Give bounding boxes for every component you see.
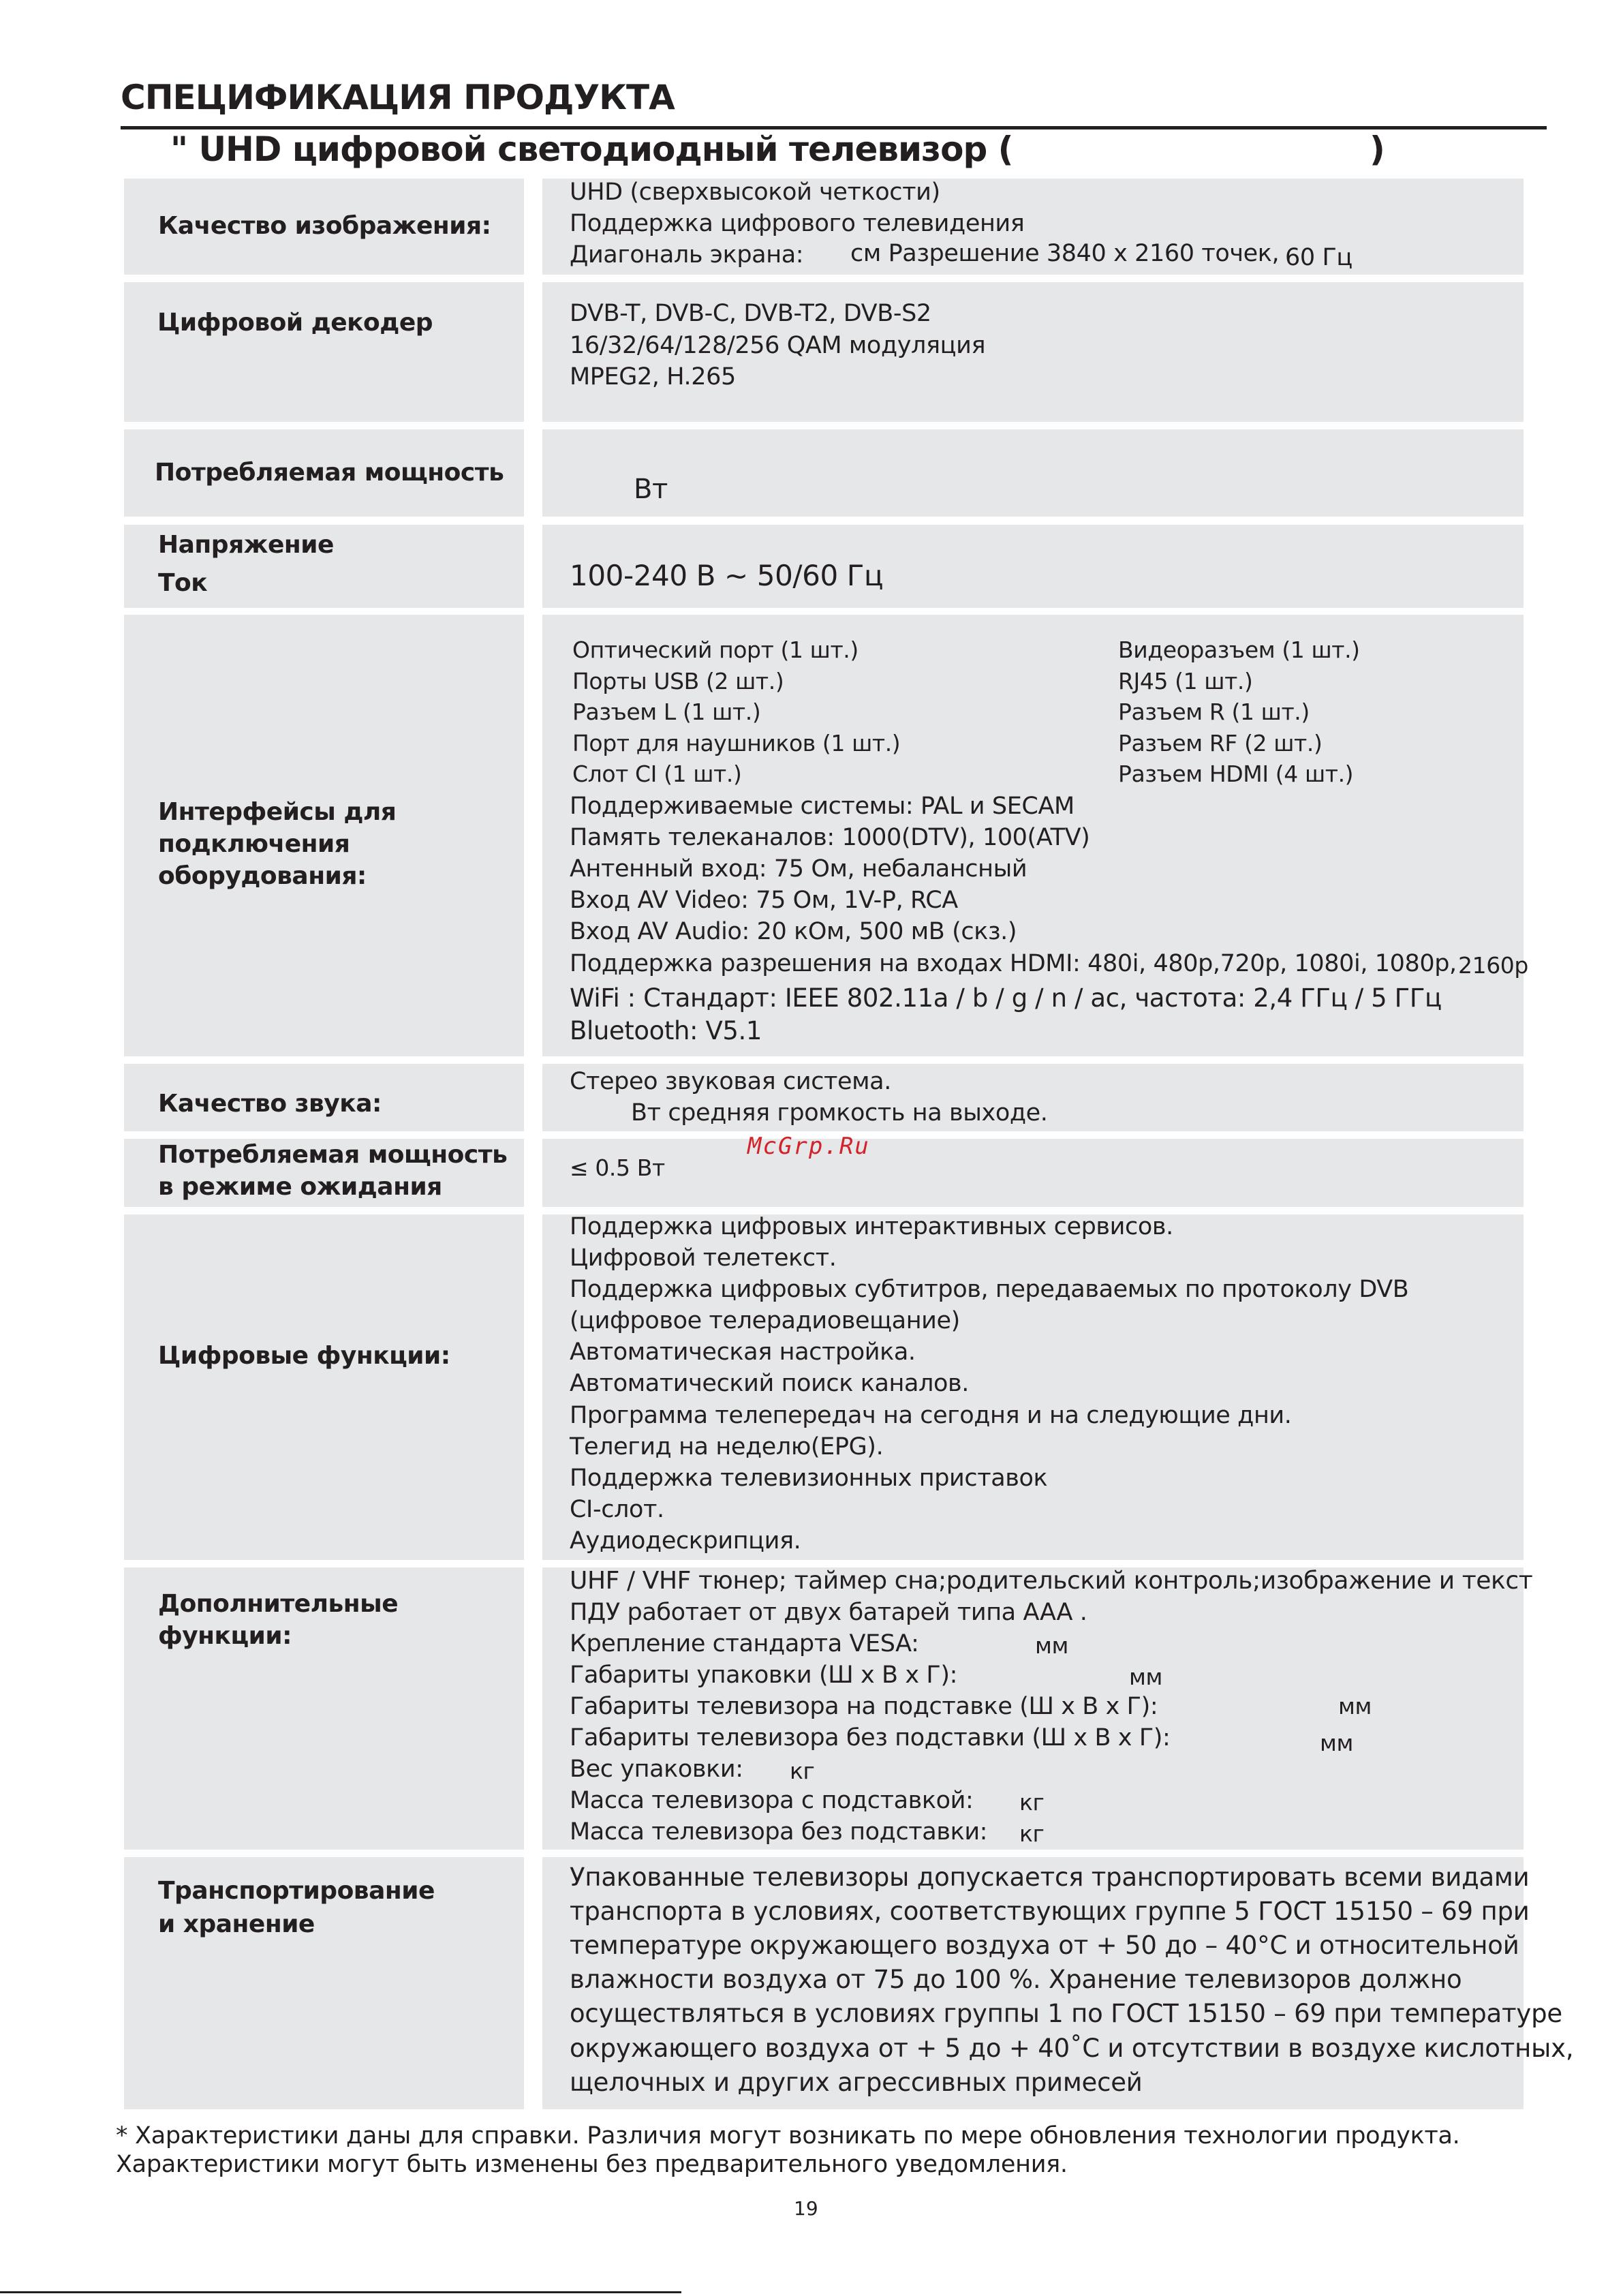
interfaces-line: Вход AV Video: 75 Ом, 1V-P, RCA bbox=[570, 887, 958, 914]
interfaces-line-2160p: 2160p bbox=[1458, 952, 1528, 979]
transport-line: транспорта в условиях, соответствующих группе 5 ГОСТ 15150 – 69 при bbox=[570, 1897, 1530, 1926]
decoder-label: Цифровой декодер bbox=[157, 309, 433, 337]
picture-line: Поддержка цифрового телевидения bbox=[570, 210, 1025, 237]
transport-line: щелочных и других агрессивных примесей bbox=[570, 2068, 1143, 2097]
interfaces-line: Поддерживаемые системы: PAL и SECAM bbox=[570, 793, 1075, 820]
interfaces-line: Антенный вход: 75 Ом, небалансный bbox=[570, 855, 1027, 883]
digital-line: Поддержка цифровых интерактивных сервисов. bbox=[570, 1213, 1173, 1240]
sound-line: Стерео звуковая система. bbox=[570, 1068, 891, 1095]
extra-unit: мм bbox=[1035, 1632, 1068, 1659]
label-cell-extra bbox=[124, 1567, 524, 1850]
sound-line: Вт средняя громкость на выходе. bbox=[631, 1099, 1048, 1127]
value-cell-standby bbox=[542, 1139, 1524, 1207]
digital-line: CI-слот. bbox=[570, 1496, 664, 1523]
port-item: Оптический порт (1 шт.) bbox=[572, 637, 859, 663]
extra-line: UHF / VHF тюнер; таймер сна;родительский контроль;изображение и текст bbox=[570, 1567, 1533, 1595]
extra-unit: мм bbox=[1320, 1730, 1353, 1756]
label-cell-decoder bbox=[124, 282, 524, 422]
digital-line: (цифровое телерадиовещание) bbox=[570, 1307, 960, 1334]
footnote: * Характеристики даны для справки. Различия могут возникать по мере обновления технологии продукта. bbox=[116, 2122, 1460, 2149]
interfaces-label: Интерфейсы для bbox=[158, 798, 397, 826]
watermark: McGrp.Ru bbox=[747, 1133, 870, 1160]
interfaces-line: WiFi : Стандарт: IEEE 802.11a / b / g / n / ac, частота: 2,4 ГГц / 5 ГГц bbox=[570, 983, 1442, 1013]
power-value: Вт bbox=[634, 474, 668, 505]
port-item: Разъем L (1 шт.) bbox=[572, 699, 761, 725]
footnote: Характеристики могут быть изменены без предварительного уведомления. bbox=[116, 2151, 1068, 2178]
sound-label: Качество звука: bbox=[158, 1090, 382, 1118]
transport-label: и хранение bbox=[158, 1910, 315, 1938]
extra-line: Крепление стандарта VESA: bbox=[570, 1630, 919, 1657]
page-number: 19 bbox=[794, 2197, 818, 2220]
transport-line: влажности воздуха от 75 до 100 %. Хранение телевизоров должно bbox=[570, 1965, 1462, 1994]
label-cell-voltage bbox=[124, 525, 524, 608]
extra-unit: кг bbox=[790, 1758, 815, 1784]
port-item: Разъем R (1 шт.) bbox=[1118, 699, 1310, 725]
label-cell-digital bbox=[124, 1214, 524, 1560]
voltage-label: Напряжение bbox=[158, 531, 334, 559]
interfaces-label: оборудования: bbox=[158, 862, 367, 890]
extra-unit: кг bbox=[1019, 1820, 1045, 1847]
transport-label: Транспортирование bbox=[158, 1877, 435, 1905]
standby-label: в режиме ожидания bbox=[158, 1173, 442, 1201]
digital-line: Телегид на неделю(EPG). bbox=[570, 1433, 884, 1460]
transport-line: температуре окружающего воздуха от + 50 до – 40°С и относительной bbox=[570, 1931, 1519, 1960]
digital-line: Цифровой телетекст. bbox=[570, 1244, 837, 1272]
picture-line: UHD (сверхвысокой четкости) bbox=[570, 179, 940, 206]
digital-line: Автоматическая настройка. bbox=[570, 1338, 916, 1366]
port-item: Видеоразъем (1 шт.) bbox=[1118, 637, 1360, 663]
picture-resolution: см Разрешение 3840 x 2160 точек, bbox=[850, 240, 1280, 267]
decoder-line: MPEG2, H.265 bbox=[570, 363, 736, 391]
port-item: RJ45 (1 шт.) bbox=[1118, 668, 1253, 694]
transport-line: осуществляться в условиях группы 1 по ГОСТ 15150 – 69 при температуре bbox=[570, 1999, 1562, 2028]
digital-line: Программа телепередач на сегодня и на следующие дни. bbox=[570, 1402, 1292, 1429]
port-item: Порты USB (2 шт.) bbox=[572, 668, 784, 694]
standby-label: Потребляемая мощность bbox=[158, 1141, 508, 1169]
bottom-rule bbox=[0, 2291, 681, 2293]
label-cell-standby bbox=[124, 1139, 524, 1207]
extra-line: Вес упаковки: bbox=[570, 1756, 743, 1783]
extra-line: ПДУ работает от двух батарей типа AAA . bbox=[570, 1599, 1087, 1626]
port-item: Разъем HDMI (4 шт.) bbox=[1118, 761, 1354, 787]
voltage-value: 100-240 В ~ 50/60 Гц bbox=[570, 559, 884, 592]
power-label: Потребляемая мощность bbox=[155, 459, 504, 487]
current-label: Ток bbox=[158, 569, 208, 597]
transport-line: Упакованные телевизоры допускается транспортировать всеми видами bbox=[570, 1863, 1530, 1892]
page-title: СПЕЦИФИКАЦИЯ ПРОДУКТА bbox=[121, 78, 675, 117]
digital-label: Цифровые функции: bbox=[158, 1342, 450, 1370]
picture-refresh-rate: 60 Гц bbox=[1285, 244, 1352, 271]
extra-unit: мм bbox=[1129, 1664, 1162, 1690]
digital-line: Поддержка цифровых субтитров, передаваемых по протоколу DVB bbox=[570, 1276, 1409, 1303]
label-cell-picture bbox=[124, 179, 524, 275]
extra-line: Габариты телевизора без подставки (Ш x В x Г): bbox=[570, 1724, 1171, 1751]
interfaces-line: Вход AV Audio: 20 кОм, 500 мВ (скз.) bbox=[570, 918, 1017, 945]
decoder-line: 16/32/64/128/256 QAM модуляция bbox=[570, 332, 986, 359]
extra-unit: кг bbox=[1019, 1789, 1045, 1816]
label-cell-power bbox=[124, 429, 524, 517]
extra-line: Масса телевизора без подставки: bbox=[570, 1818, 988, 1846]
extra-unit: мм bbox=[1338, 1693, 1372, 1719]
extra-line: Масса телевизора с подставкой: bbox=[570, 1787, 974, 1814]
port-item: Разъем RF (2 шт.) bbox=[1118, 730, 1323, 756]
extra-label: функции: bbox=[158, 1622, 292, 1650]
standby-value: ≤ 0.5 Вт bbox=[570, 1154, 665, 1181]
port-item: Слот CI (1 шт.) bbox=[572, 761, 742, 787]
interfaces-line: Bluetooth: V5.1 bbox=[570, 1016, 762, 1045]
interfaces-line: Память телеканалов: 1000(DTV), 100(ATV) bbox=[570, 824, 1090, 851]
digital-line: Аудиодескрипция. bbox=[570, 1527, 801, 1555]
label-cell-interfaces bbox=[124, 615, 524, 1056]
value-cell-power bbox=[542, 429, 1524, 517]
extra-label: Дополнительные bbox=[158, 1590, 399, 1618]
transport-line: окружающего воздуха от + 5 до + 40˚С и отсутствии в воздухе кислотных, bbox=[570, 2034, 1574, 2063]
port-item: Порт для наушников (1 шт.) bbox=[572, 730, 901, 756]
decoder-line: DVB-T, DVB-C, DVB-T2, DVB-S2 bbox=[570, 300, 931, 327]
product-subtitle-close: ) bbox=[1370, 129, 1385, 169]
extra-line: Габариты телевизора на подставке (Ш x В x Г): bbox=[570, 1693, 1158, 1720]
extra-line: Габариты упаковки (Ш x В x Г): bbox=[570, 1662, 957, 1689]
digital-line: Поддержка телевизионных приставок bbox=[570, 1465, 1048, 1492]
digital-line: Автоматический поиск каналов. bbox=[570, 1370, 969, 1397]
label-cell-sound bbox=[124, 1064, 524, 1131]
interfaces-label: подключения bbox=[158, 830, 350, 858]
picture-label: Качество изображения: bbox=[158, 212, 491, 240]
interfaces-line: Поддержка разрешения на входах HDMI: 480i, 480p,720p, 1080i, 1080p, bbox=[570, 950, 1457, 977]
label-cell-transport bbox=[124, 1857, 524, 2109]
product-subtitle: " UHD цифровой светодиодный телевизор ( bbox=[170, 129, 1013, 169]
picture-line: Диагональ экрана: bbox=[570, 241, 804, 269]
